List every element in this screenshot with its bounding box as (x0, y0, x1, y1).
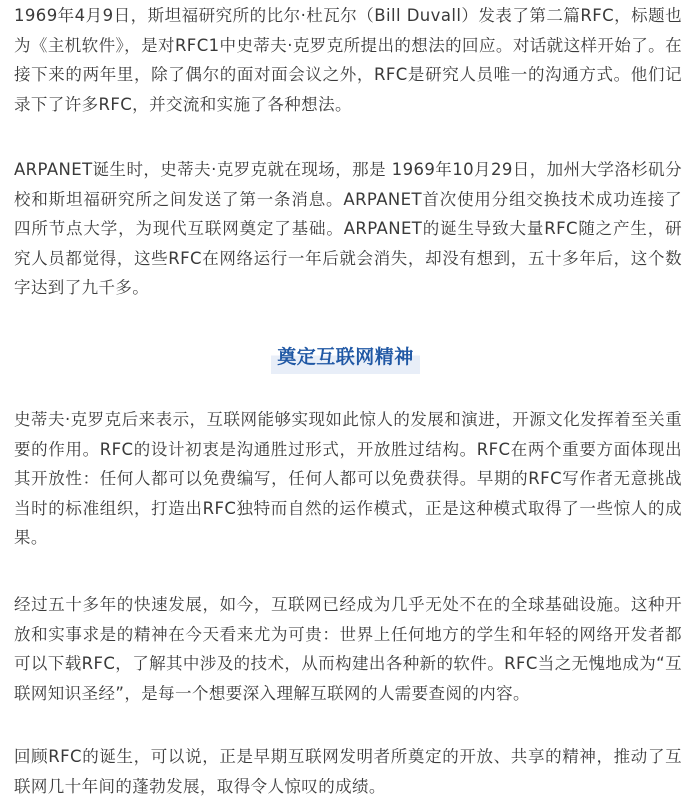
paragraph-global-infrastructure: 经过五十多年的快速发展，如今，互联网已经成为几乎无处不在的全球基础设施。这种开放和实事求是的精神在今天看来尤为可贵：世界上任何地方的学生和年轻的网络开发者都可以下载RFC，了解其中涉及的技术，从而构建出各种新的软件。RFC当之无愧地成为“互联网知识圣经”，是每一个想要深入理解互联网的人需要查阅的内容。 (14, 595, 682, 703)
section-heading: 奠定互联网精神 (271, 340, 420, 374)
section-heading-container (0, 340, 691, 374)
paragraph-rfc2-history: 1969年4月9日，斯坦福研究所的比尔·杜瓦尔（Bill Duvall）发表了第二篇RFC，标题也为《主机软件》，是对RFC1中史蒂夫·克罗克所提出的想法的回应。对话就这样开始了。在接下来的两年里，除了偶尔的面对面会议之外，RFC是研究人员唯一的沟通方式。他们记录下了许多RFC，并交流和实施了各种想法。 (14, 6, 682, 114)
paragraph-open-source-culture: 史蒂夫·克罗克后来表示，互联网能够实现如此惊人的发展和演进，开源文化发挥着至关重要的作用。RFC的设计初衷是沟通胜过形式，开放胜过结构。RFC在两个重要方面体现出其开放性：任何人都可以免费编写，任何人都可以免费获得。早期的RFC写作者无意挑战当时的标准组织，打造出RFC独特而自然的运作模式，正是这种模式取得了一些惊人的成果。 (14, 410, 682, 547)
paragraph-arpanet-birth: ARPANET诞生时，史蒂夫·克罗克就在现场，那是 1969年10月29日，加州大学洛杉矶分校和斯坦福研究所之间发送了第一条消息。ARPANET首次使用分组交换技术成功连接了四所节点大学，为现代互联网奠定了基础。ARPANET的诞生导致大量RFC随之产生，研究人员都觉得，这些RFC在网络运行一年后就会消失，却没有想到，五十多年后，这个数字达到了九千多。 (14, 160, 682, 297)
paragraph-conclusion: 回顾RFC的诞生，可以说，正是早期互联网发明者所奠定的开放、共享的精神，推动了互联网几十年间的蓬勃发展，取得令人惊叹的成绩。 (14, 747, 682, 796)
